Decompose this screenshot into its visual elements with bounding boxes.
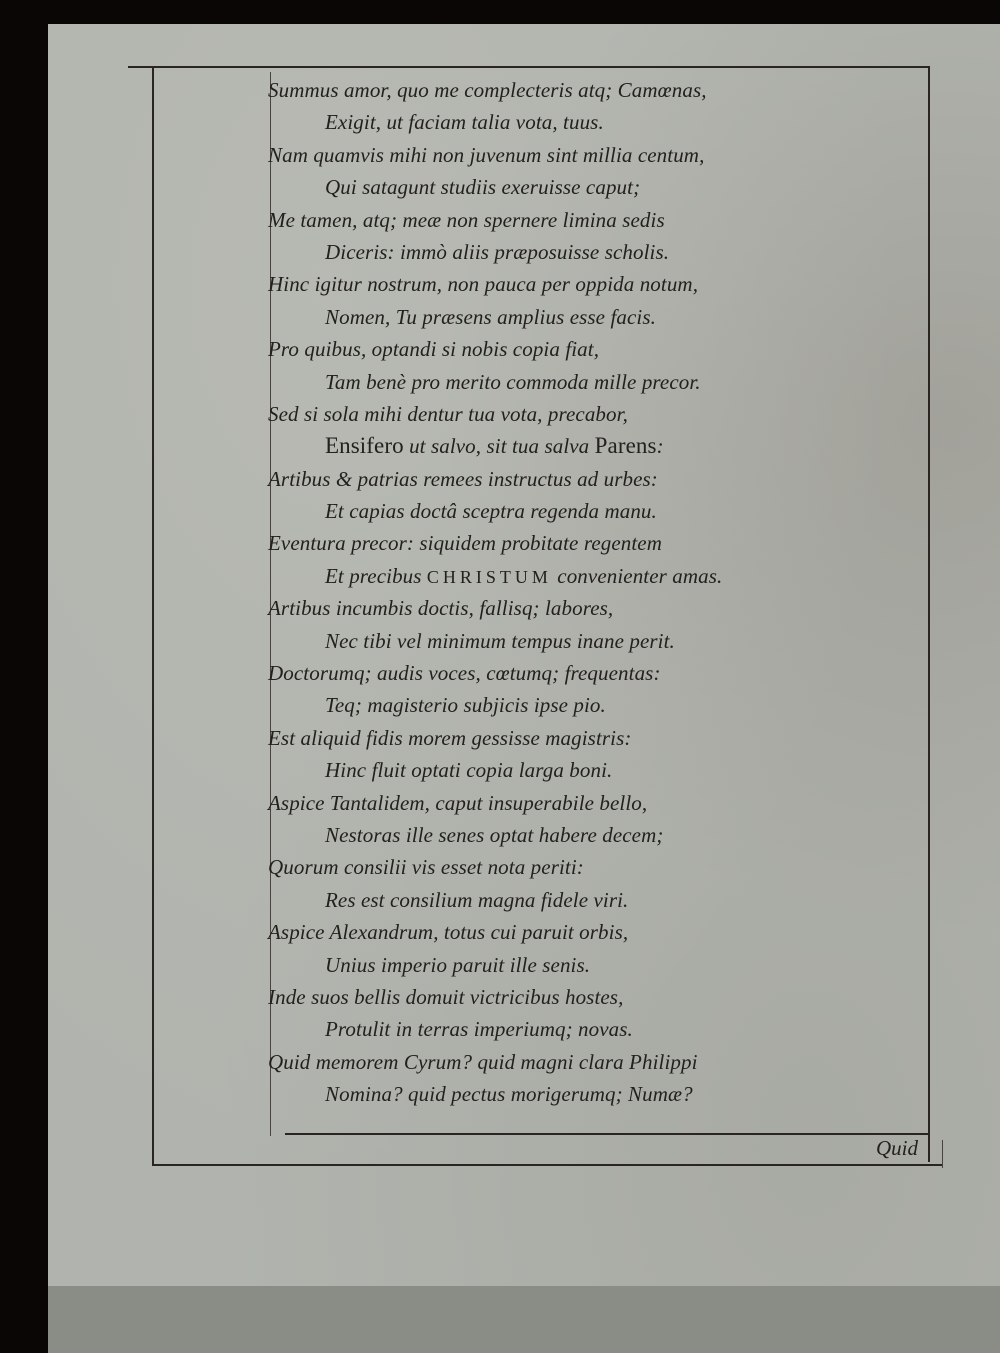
catchword-divider [942, 1140, 943, 1168]
poem-line: Quid memorem Cyrum? quid magni clara Philippi [268, 1049, 698, 1074]
poem-line: Me tamen, atq; meæ non spernere limina sedis [268, 207, 665, 232]
frame-bottom-rule [152, 1164, 942, 1166]
poem-line: Eventura precor: siquidem probitate regentem [268, 531, 662, 556]
frame-inner-bottom-rule [285, 1133, 930, 1135]
poem-line: Inde suos bellis domuit victricibus hostes, [268, 984, 624, 1009]
poem-line: Unius imperio paruit ille senis. [325, 952, 591, 977]
poem-line: Res est consilium magna fidele viri. [325, 887, 629, 912]
poem-line: Teq; magisterio subjicis ipse pio. [325, 693, 606, 718]
poem-line-part: Parens [594, 433, 657, 459]
poem-line: Sed si sola mihi dentur tua vota, precabor, [268, 401, 628, 426]
poem-line: Exigit, ut faciam talia vota, tuus. [325, 110, 604, 135]
poem-line: Tam benè pro merito commoda mille precor. [325, 369, 701, 394]
page-lower-edge [48, 1286, 1000, 1353]
poem-line-part: CHRISTUM [426, 566, 552, 587]
poem-line-part: ut salvo, sit tua salva [403, 434, 595, 459]
poem-line-part: convenienter amas. [551, 563, 723, 588]
poem-line-part: Et precibus [325, 563, 427, 588]
catchword: Quid [876, 1136, 918, 1160]
poem-line: Diceris: immò aliis præposuisse scholis. [325, 239, 670, 264]
poem-line-part: : [656, 434, 664, 459]
poem-line: Nomina? quid pectus morigerumq; Numæ? [325, 1082, 693, 1107]
poem-line: Nec tibi vel minimum tempus inane perit. [325, 628, 675, 653]
poem-line: Nam quamvis mihi non juvenum sint millia centum, [268, 142, 705, 167]
poem-line: Artibus incumbis doctis, fallisq; labores, [268, 596, 614, 621]
poem-line: Est aliquid fidis morem gessisse magistris: [268, 725, 632, 750]
frame-top-rule [128, 66, 930, 68]
poem-line: Qui satagunt studiis exeruisse caput; [325, 175, 641, 200]
frame-right-rule [928, 66, 930, 1162]
poem-line: Summus amor, quo me complecteris atq; Camœnas, [268, 78, 707, 102]
poem-line: Pro quibus, optandi si nobis copia fiat, [268, 337, 600, 362]
poem-line: Nestoras ille senes optat habere decem; [325, 822, 664, 847]
poem-line: Quorum consilii vis esset nota periti: [268, 855, 584, 880]
poem-line: Protulit in terras imperiumq; novas. [325, 1017, 633, 1042]
frame-left-rule [152, 66, 154, 1164]
poem-line: Aspice Tantalidem, caput insuperabile bello, [268, 790, 648, 815]
poem-line: Nomen, Tu præsens amplius esse facis. [325, 304, 656, 329]
poem-line: Hinc fluit optati copia larga boni. [325, 758, 613, 783]
poem-line [265, 430, 925, 462]
poem-line [265, 560, 925, 592]
poem-line-part: Ensifero [325, 433, 404, 459]
poem-line: Hinc igitur nostrum, non pauca per oppida notum, [268, 272, 699, 297]
poem-text-block [265, 74, 925, 1111]
poem-line: Artibus & patrias remees instructus ad urbes: [268, 466, 658, 491]
poem-line: Doctorumq; audis voces, cœtumq; frequentas: [268, 661, 661, 686]
poem-line: Aspice Alexandrum, totus cui paruit orbis, [268, 920, 629, 945]
poem-line: Et capias doctâ sceptra regenda manu. [325, 499, 657, 524]
